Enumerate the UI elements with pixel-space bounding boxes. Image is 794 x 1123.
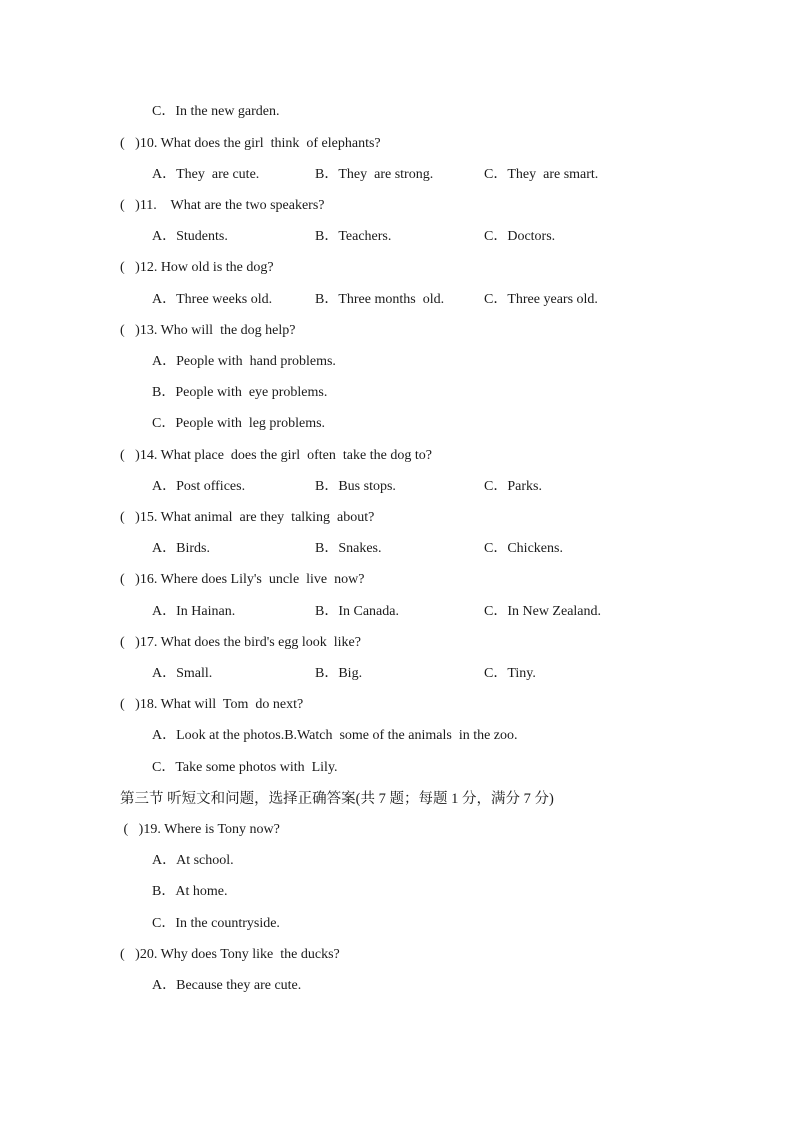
option-b: B．Snakes. [315, 541, 382, 556]
question-13: ( )13. Who will the dog help? [120, 323, 296, 338]
option-a: A．People with hand problems. [152, 354, 336, 369]
question-15: ( )15. What animal are they talking about? [120, 510, 375, 525]
question-11: ( )11. What are the two speakers? [120, 198, 325, 213]
option-a: A．Three weeks old. [152, 292, 273, 307]
option-c: C．They are smart. [484, 167, 599, 182]
option-b: B．Bus stops. [315, 479, 396, 494]
option-a: A．Because they are cute. [152, 978, 302, 993]
option-c: C．Tiny. [484, 666, 536, 681]
option-a: A．They are cute. [152, 167, 260, 182]
option-b: B．People with eye problems. [152, 385, 328, 400]
option-b: B．At home. [152, 884, 228, 899]
section-heading: 第三节 听短文和问题，选择正确答案(共 7 题；每题 1 分，满分 7 分) [120, 791, 554, 807]
question-19: ( )19. Where is Tony now? [120, 822, 280, 837]
question-10: ( )10. What does the girl think of elephants? [120, 136, 381, 151]
option-a: A．Birds. [152, 541, 210, 556]
option-c: C．Take some photos with Lily. [152, 760, 338, 775]
option-c: C．Three years old. [484, 292, 598, 307]
question-14: ( )14. What place does the girl often take the dog to? [120, 448, 432, 463]
option-text: C．In the new garden. [152, 104, 280, 119]
option-b: B．In Canada. [315, 604, 399, 619]
question-17: ( )17. What does the bird's egg look like? [120, 635, 361, 650]
option-b: B．Three months old. [315, 292, 445, 307]
option-a: A．Students. [152, 229, 228, 244]
option-c: C．In New Zealand. [484, 604, 602, 619]
question-12: ( )12. How old is the dog? [120, 260, 274, 275]
option-b: B．They are strong. [315, 167, 434, 182]
option-c: C．In the countryside. [152, 916, 280, 931]
question-18: ( )18. What will Tom do next? [120, 697, 304, 712]
option-c: C．Parks. [484, 479, 542, 494]
option-a: A．Post offices. [152, 479, 246, 494]
option-a: A．At school. [152, 853, 234, 868]
option-a: A．In Hainan. [152, 604, 236, 619]
option-b: B．Teachers. [315, 229, 392, 244]
question-16: ( )16. Where does Lily's uncle live now? [120, 572, 365, 587]
option-c: C．People with leg problems. [152, 416, 326, 431]
option-a: A．Small. [152, 666, 213, 681]
question-20: ( )20. Why does Tony like the ducks? [120, 947, 340, 962]
option-c: C．Doctors. [484, 229, 556, 244]
option-b: B．Big. [315, 666, 363, 681]
option-c: C．Chickens. [484, 541, 563, 556]
option-a: A．Look at the photos.B.Watch some of the animals in the zoo. [152, 728, 518, 743]
